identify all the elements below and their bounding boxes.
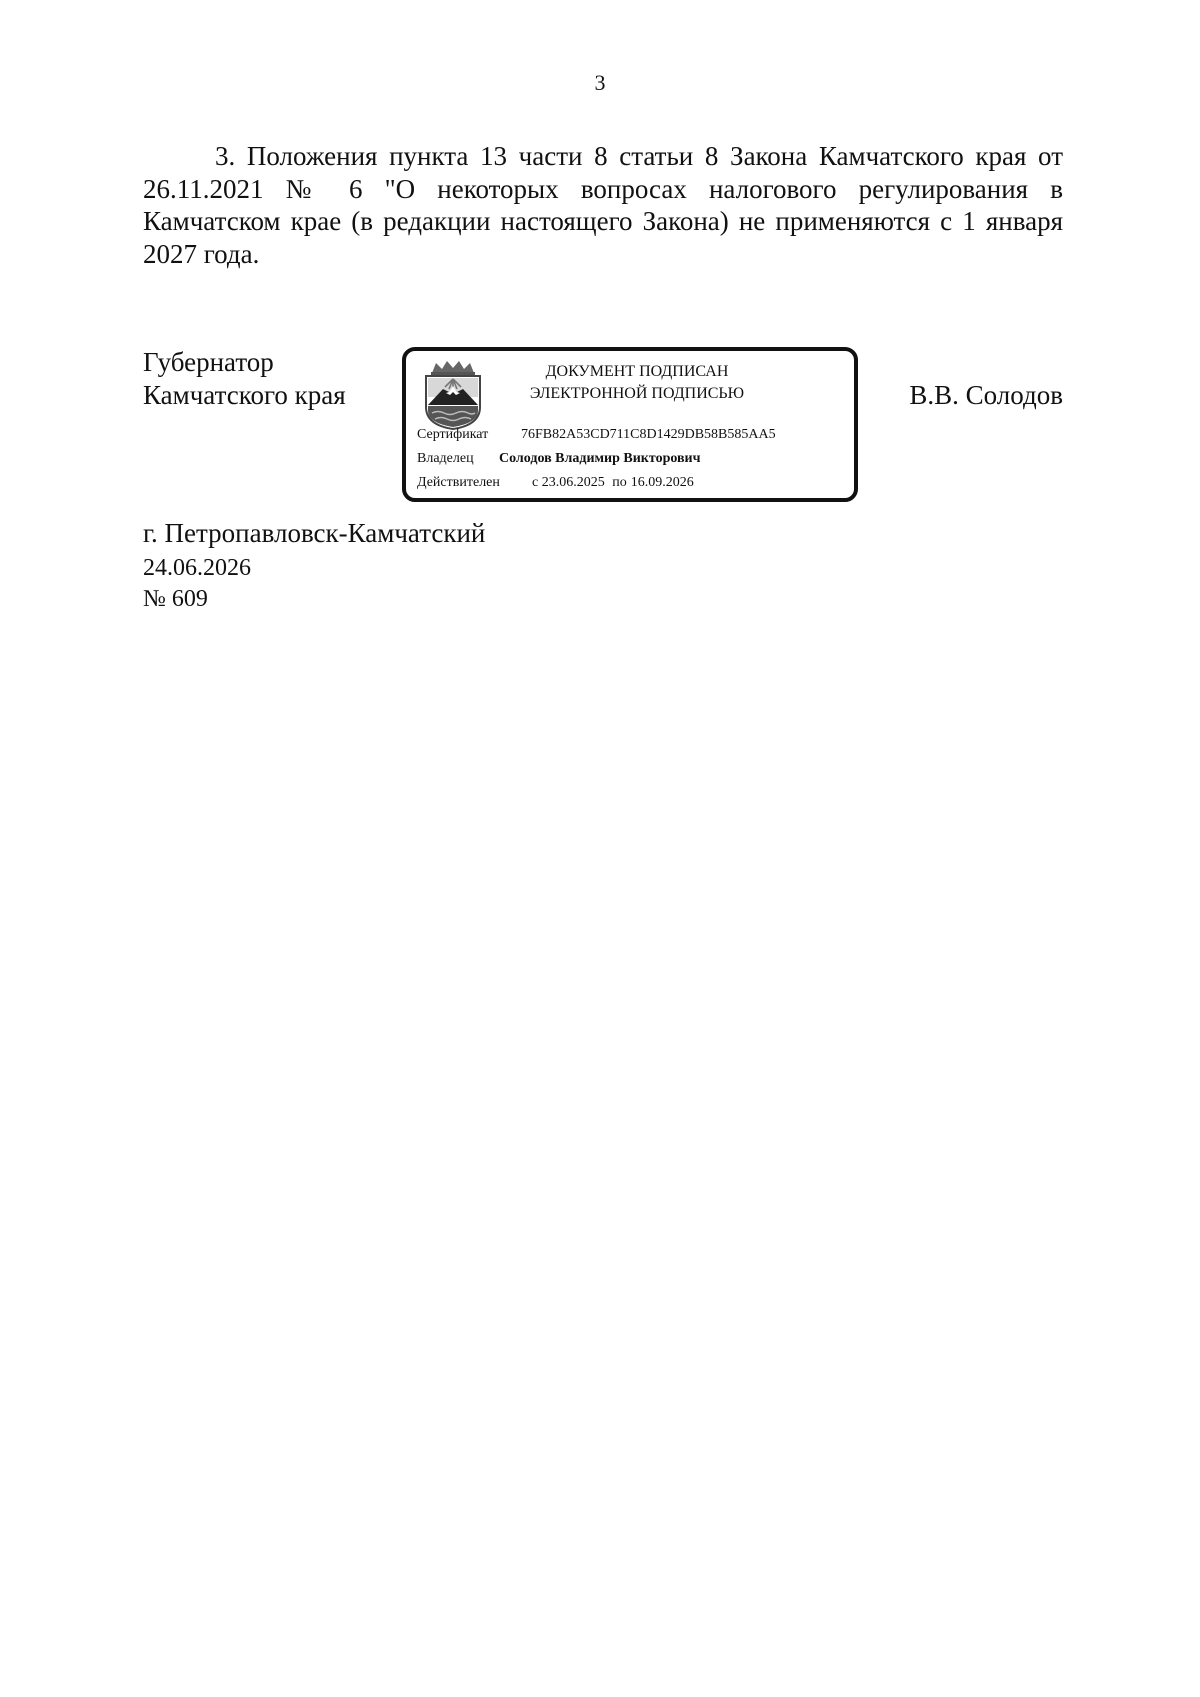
signatory-name: В.В. Солодов [909,380,1063,410]
certificate-label: Сертификат [417,427,489,442]
certificate-row [417,426,776,444]
body-paragraph: 3. Положения пункта 13 части 8 статьи 8 Закона Камчатского края от 26.11.2021 № 6 "О некоторых вопросах налогового регулирования в Камчатском крае (в редакции настоящего Закона) не применяются с 1 января 2027 года. [143,141,1063,269]
validity-from-date: 23.06.2025 [541,475,605,490]
stamp-heading [502,361,772,405]
validity-label: Действителен [417,475,500,490]
signatory-position [143,346,346,412]
page-number: 3 [594,70,606,95]
document-date: 24.06.2026 [143,555,251,581]
stamp-heading-line1: ДОКУМЕНТ ПОДПИСАН [545,363,729,380]
signatory-position-line2: Камчатского края [143,380,346,410]
validity-to-prefix: по [612,475,627,490]
owner-value: Солодов Владимир Викторович [499,451,701,466]
place-of-signing: г. Петропавловск-Камчатский [143,518,486,548]
owner-label: Владелец [417,451,474,466]
document-number: № 609 [143,586,208,612]
signatory-position-line1: Губернатор [143,347,274,377]
validity-to-date: 16.09.2026 [630,475,694,490]
coat-of-arms-icon [420,359,486,431]
validity-from-prefix: с [532,475,539,490]
electronic-signature-stamp [402,347,858,502]
certificate-value: 76FB82A53CD711C8D1429DB58B585AA5 [521,427,776,442]
validity-row [417,474,694,492]
stamp-heading-line2: ЭЛЕКТРОННОЙ ПОДПИСЬЮ [529,385,745,402]
owner-row [417,450,701,468]
